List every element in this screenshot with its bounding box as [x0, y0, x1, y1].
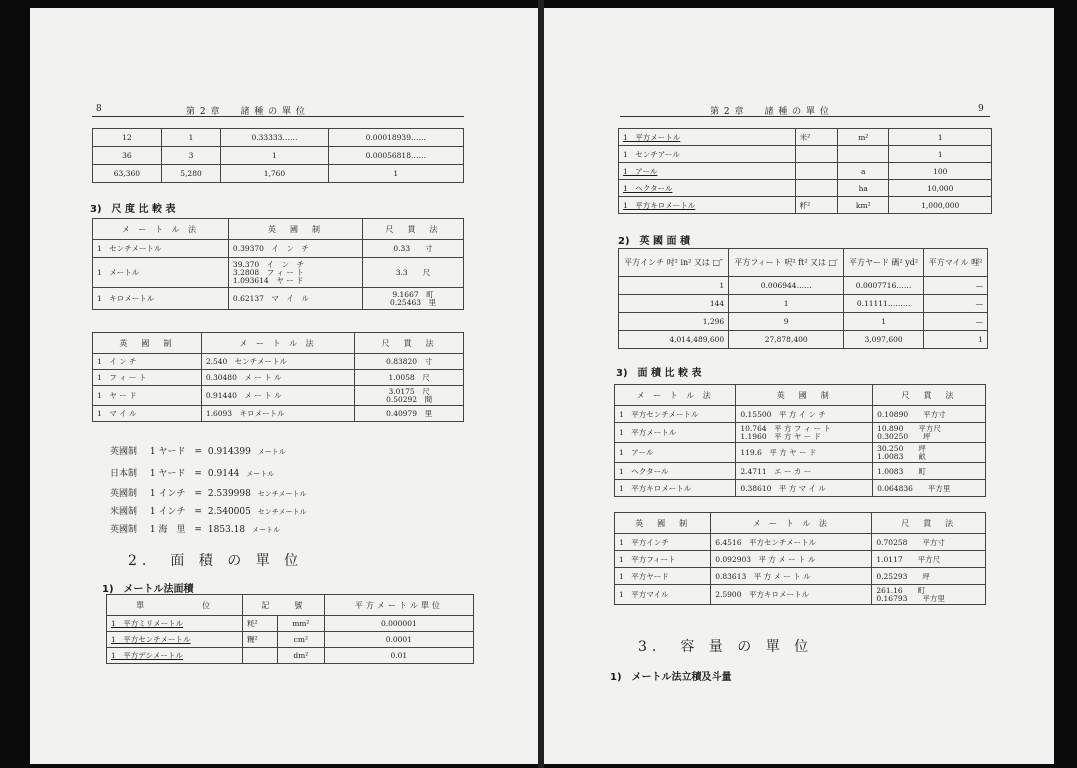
- unit: メートル: [246, 470, 275, 478]
- table-cell: 36: [93, 147, 162, 165]
- table-row: [615, 406, 986, 423]
- table-cell: 5,280: [161, 165, 220, 183]
- table-cell: 1 平方ヤード: [615, 568, 711, 585]
- section-heading-length-comparison: 3) 尺 度 比 較 表: [90, 204, 176, 215]
- unit: センチメートル: [257, 508, 307, 516]
- table-row: [619, 146, 992, 163]
- unit-label: 1 海 里: [149, 525, 186, 535]
- unit-label: 1 ヤード: [149, 447, 186, 457]
- unit: センチメートル: [257, 490, 307, 498]
- table-cell: 0.092903 平 方 メ ー ト ル: [711, 551, 872, 568]
- table-cell: 1 平方マイル: [615, 585, 711, 605]
- table-cell: [363, 288, 464, 310]
- table-cell: [243, 648, 278, 664]
- cell-line: 3.0175 尺: [388, 386, 430, 396]
- table-row: [93, 240, 464, 258]
- column-header: メ ー ト ル 法: [615, 385, 736, 406]
- table-cell: 0.30480 メ ー ト ル: [201, 370, 354, 386]
- cell-line: 30.250 坪: [877, 443, 926, 453]
- table-cell: 1: [729, 295, 844, 313]
- table-cell: 1 マ イ ル: [93, 406, 202, 422]
- table-cell: 9: [729, 313, 844, 331]
- table-row: [93, 354, 464, 370]
- table-cell: [872, 585, 986, 605]
- equivalence-line: 英國制 1 インチ = 2.539998 センチメートル: [110, 489, 307, 499]
- table-cell: —: [924, 313, 988, 331]
- page-number: 8: [96, 104, 102, 114]
- table-row: [93, 288, 464, 310]
- table-cell: 0.000001: [324, 616, 473, 632]
- table-cell: 63,360: [93, 165, 162, 183]
- table-cell: 0.006944……: [729, 277, 844, 295]
- running-head: 第 2 章 諸 種 の 單 位: [186, 107, 306, 117]
- section-heading-area-comparison: 3) 面 積 比 較 表: [616, 368, 702, 379]
- table-cell: 6.4516 平方センチメートル: [711, 534, 872, 551]
- table-row: [619, 180, 992, 197]
- table-row: [93, 258, 464, 288]
- length-comparison-table-metric: [92, 218, 464, 310]
- table-cell: 1 平方センチメートル: [615, 406, 736, 423]
- table-cell: 0.00056818……: [328, 147, 463, 165]
- table-cell: 119.6 平 方 ヤ ー ド: [736, 443, 873, 463]
- cell-line: 1.093614 ヤ ー ド: [232, 275, 304, 285]
- section-heading-metric-area: 1) メートル法面積: [102, 584, 194, 595]
- length-units-table-continued: [92, 128, 464, 183]
- table-cell: 1: [924, 331, 988, 349]
- running-head: 第 2 章 諸 種 の 單 位: [710, 107, 830, 117]
- table-cell: [873, 443, 986, 463]
- table-cell: 3: [161, 147, 220, 165]
- table-cell: 1 メートル: [93, 258, 229, 288]
- unit: メートル: [252, 526, 280, 534]
- column-header: 英 國 制: [736, 385, 873, 406]
- table-cell: 4,014,489,600: [619, 331, 729, 349]
- table-cell: 0.33 寸: [363, 240, 464, 258]
- table-row: [619, 313, 988, 331]
- table-cell: m²: [838, 129, 889, 146]
- table-cell: 2.540 センチメートル: [201, 354, 354, 370]
- table-row: [619, 277, 988, 295]
- table-cell: 27,878,400: [729, 331, 844, 349]
- table-cell: 1 センチメートル: [93, 240, 229, 258]
- unit: メートル: [257, 448, 286, 456]
- table-cell: 1 イ ン チ: [93, 354, 202, 370]
- column-header: メ ー ト ル 法: [711, 513, 872, 534]
- table-cell: 100: [889, 163, 992, 180]
- table-cell: 1 ヤ ー ド: [93, 386, 202, 406]
- value: 1853.18: [207, 525, 246, 535]
- table-cell: 1: [328, 165, 463, 183]
- table-row: [93, 147, 464, 165]
- system-label: 日本制: [110, 469, 138, 479]
- table-row: [619, 295, 988, 313]
- column-header: 尺 貫 法: [873, 385, 986, 406]
- table-row: [93, 370, 464, 386]
- table-cell: 1 アール: [619, 163, 796, 180]
- table-cell: 3,097,600: [844, 331, 924, 349]
- table-row: [619, 163, 992, 180]
- length-comparison-table-english: [92, 332, 464, 422]
- column-header: 尺 貫 法: [355, 333, 464, 354]
- table-cell: 1 アール: [615, 443, 736, 463]
- cell-line: 261.16 町: [876, 585, 926, 595]
- table-cell: ha: [838, 180, 889, 197]
- value: 0.9144: [207, 469, 240, 479]
- metric-area-table: [106, 594, 474, 664]
- table-cell: km²: [838, 197, 889, 214]
- metric-area-table-continued: [618, 128, 992, 214]
- cell-line: 10.764 平 方 フ ィ ー ト: [740, 423, 832, 433]
- table-row: [615, 463, 986, 480]
- table-cell: 0.33333……: [221, 129, 328, 147]
- table-row: [93, 129, 464, 147]
- table-cell: 粍²: [243, 616, 278, 632]
- table-cell: 1 平方メートル: [615, 423, 736, 443]
- equivalence-line: 日本制 1 ヤード = 0.9144 メートル: [110, 469, 275, 479]
- system-label: 英國制: [110, 525, 138, 535]
- table-cell: 144: [619, 295, 729, 313]
- table-cell: [228, 258, 362, 288]
- column-header: 英 國 制: [93, 333, 202, 354]
- table-cell: 10,000: [889, 180, 992, 197]
- table-row: [619, 197, 992, 214]
- cell-line: 0.30250 坪: [877, 431, 931, 441]
- column-header: 英 國 制: [615, 513, 711, 534]
- column-header: 平方メートル單位: [324, 595, 473, 616]
- chapter-heading-volume-units: 3. 容 量 の 單 位: [638, 639, 814, 655]
- cell-line: 0.50292 間: [386, 394, 433, 404]
- table-row: [615, 568, 986, 585]
- cell-line: 0.16793 平方里: [876, 593, 945, 603]
- column-header: 英 國 制: [228, 219, 362, 240]
- table-cell: 0.40979 里: [355, 406, 464, 422]
- section-heading-metric-volume: 1) メートル法立積及斗量: [610, 672, 732, 683]
- column-header: 單 位: [107, 595, 243, 616]
- left-page: [30, 8, 538, 764]
- table-row: [619, 331, 988, 349]
- equivalence-line: 英國制 1 海 里 = 1853.18 メートル: [110, 525, 280, 535]
- table-cell: [873, 423, 986, 443]
- table-cell: 米²: [795, 129, 837, 146]
- table-cell: 0.0001: [324, 632, 473, 648]
- table-row: [107, 632, 474, 648]
- table-row: [615, 480, 986, 497]
- table-cell: 0.25293 坪: [872, 568, 986, 585]
- section-heading-english-area: 2) 英 國 面 積: [618, 236, 690, 247]
- table-cell: 1: [221, 147, 328, 165]
- table-cell: 1.0058 尺: [355, 370, 464, 386]
- table-cell: [355, 386, 464, 406]
- table-cell: 0.0007716……: [844, 277, 924, 295]
- cell-line: 1.0083 畝: [877, 451, 926, 461]
- column-header: 平方インチ 吋² in² 又は □″: [619, 249, 729, 277]
- table-row: [615, 585, 986, 605]
- column-header: 平方マイル 哩²: [924, 249, 988, 277]
- table-cell: 1,760: [221, 165, 328, 183]
- system-label: 英國制: [110, 489, 138, 499]
- unit-label: 1 ヤード: [149, 469, 186, 479]
- table-cell: 1: [619, 277, 729, 295]
- system-label: 英國制: [110, 447, 138, 457]
- header-rule: [92, 116, 464, 117]
- table-cell: 1 平方キロメートル: [615, 480, 736, 497]
- table-cell: 0.62137 マ イ ル: [228, 288, 362, 310]
- table-cell: 2.4711 エ ー カ ー: [736, 463, 873, 480]
- value: 2.539998: [207, 489, 251, 499]
- table-cell: 糎²: [243, 632, 278, 648]
- table-row: [619, 129, 992, 146]
- value: 2.540005: [207, 507, 251, 517]
- table-cell: mm²: [277, 616, 324, 632]
- table-cell: 1,296: [619, 313, 729, 331]
- table-cell: 1: [889, 129, 992, 146]
- table-row: [107, 616, 474, 632]
- table-cell: 0.15500 平 方 イ ン チ: [736, 406, 873, 423]
- table-cell: 1,000,000: [889, 197, 992, 214]
- right-page: [544, 8, 1054, 764]
- table-cell: 1 センチアール: [619, 146, 796, 163]
- cell-line: 10.890 平方尺: [877, 423, 941, 433]
- column-header: 尺 貫 法: [872, 513, 986, 534]
- cell-line: 1.1960 平 方 ヤ ー ド: [740, 431, 822, 441]
- table-cell: 1 平方デシメートル: [107, 648, 243, 664]
- table-cell: 1.0117 平方尺: [872, 551, 986, 568]
- table-cell: [838, 146, 889, 163]
- table-cell: 1 フ ィ ー ト: [93, 370, 202, 386]
- table-cell: 1 平方キロメートル: [619, 197, 796, 214]
- table-row: [615, 443, 986, 463]
- table-cell: 0.11111………: [844, 295, 924, 313]
- table-cell: [795, 146, 837, 163]
- column-header: 平方ヤード 碼² yd²: [844, 249, 924, 277]
- cell-line: 0.25463 里: [390, 297, 437, 307]
- table-row: [93, 165, 464, 183]
- area-comparison-table-metric: [614, 384, 986, 497]
- table-cell: 12: [93, 129, 162, 147]
- table-row: [615, 534, 986, 551]
- table-row: [107, 648, 474, 664]
- column-header: 記 號: [243, 595, 325, 616]
- cell-line: 39.370 イ ン チ: [232, 259, 305, 269]
- table-cell: 粁²: [795, 197, 837, 214]
- system-label: 米國制: [110, 507, 138, 517]
- english-area-table: [618, 248, 988, 349]
- table-cell: [795, 180, 837, 197]
- equivalence-line: 英國制 1 ヤード = 0.914399 メートル: [110, 447, 286, 457]
- table-cell: —: [924, 295, 988, 313]
- table-row: [93, 406, 464, 422]
- value: 0.914399: [207, 447, 251, 457]
- table-cell: 1 ヘクタール: [619, 180, 796, 197]
- unit-label: 1 インチ: [149, 507, 186, 517]
- table-cell: 1.0083 町: [873, 463, 986, 480]
- table-cell: 1 平方インチ: [615, 534, 711, 551]
- table-cell: 0.38610 平 方 マ イ ル: [736, 480, 873, 497]
- cell-line: 3.2808 フ ィ ー ト: [232, 267, 304, 277]
- equivalence-line: 米國制 1 インチ = 2.540005 センチメートル: [110, 507, 307, 517]
- table-cell: 1 平方メートル: [619, 129, 796, 146]
- table-cell: 1.6093 キロメートル: [201, 406, 354, 422]
- table-cell: 1: [844, 313, 924, 331]
- table-cell: 0.83613 平 方 メ ー ト ル: [711, 568, 872, 585]
- table-cell: 1 平方ミリメートル: [107, 616, 243, 632]
- chapter-heading-area-units: 2. 面 積 の 單 位: [128, 553, 304, 569]
- table-cell: 1 ヘクタール: [615, 463, 736, 480]
- table-cell: cm²: [277, 632, 324, 648]
- header-rule: [620, 116, 990, 117]
- table-cell: 0.00018939……: [328, 129, 463, 147]
- table-cell: 1 キロメートル: [93, 288, 229, 310]
- column-header: 平方フィート 呎² ft² 又は □′: [729, 249, 844, 277]
- page-number: 9: [978, 104, 984, 114]
- cell-line: 9.1667 町: [392, 289, 434, 299]
- table-cell: 1 平方フィート: [615, 551, 711, 568]
- table-cell: 0.064836 平方里: [873, 480, 986, 497]
- table-cell: 0.10890 平方寸: [873, 406, 986, 423]
- table-row: [615, 423, 986, 443]
- area-comparison-table-english: [614, 512, 986, 605]
- table-cell: 1 平方センチメートル: [107, 632, 243, 648]
- table-cell: 0.70258 平方寸: [872, 534, 986, 551]
- table-cell: 3.3 尺: [363, 258, 464, 288]
- table-cell: [795, 163, 837, 180]
- column-header: メ ー ト ル 法: [201, 333, 354, 354]
- table-cell: dm²: [277, 648, 324, 664]
- table-cell: —: [924, 277, 988, 295]
- table-cell: 2.5900 平方キロメートル: [711, 585, 872, 605]
- table-row: [93, 386, 464, 406]
- table-cell: 0.91440 メ ー ト ル: [201, 386, 354, 406]
- table-cell: 0.39370 イ ン チ: [228, 240, 362, 258]
- table-cell: 1: [889, 146, 992, 163]
- table-row: [615, 551, 986, 568]
- table-cell: [736, 423, 873, 443]
- column-header: 尺 貫 法: [363, 219, 464, 240]
- column-header: メ ー ト ル 法: [93, 219, 229, 240]
- table-cell: 0.83820 寸: [355, 354, 464, 370]
- unit-label: 1 インチ: [149, 489, 186, 499]
- table-cell: 0.01: [324, 648, 473, 664]
- table-cell: 1: [161, 129, 220, 147]
- table-cell: a: [838, 163, 889, 180]
